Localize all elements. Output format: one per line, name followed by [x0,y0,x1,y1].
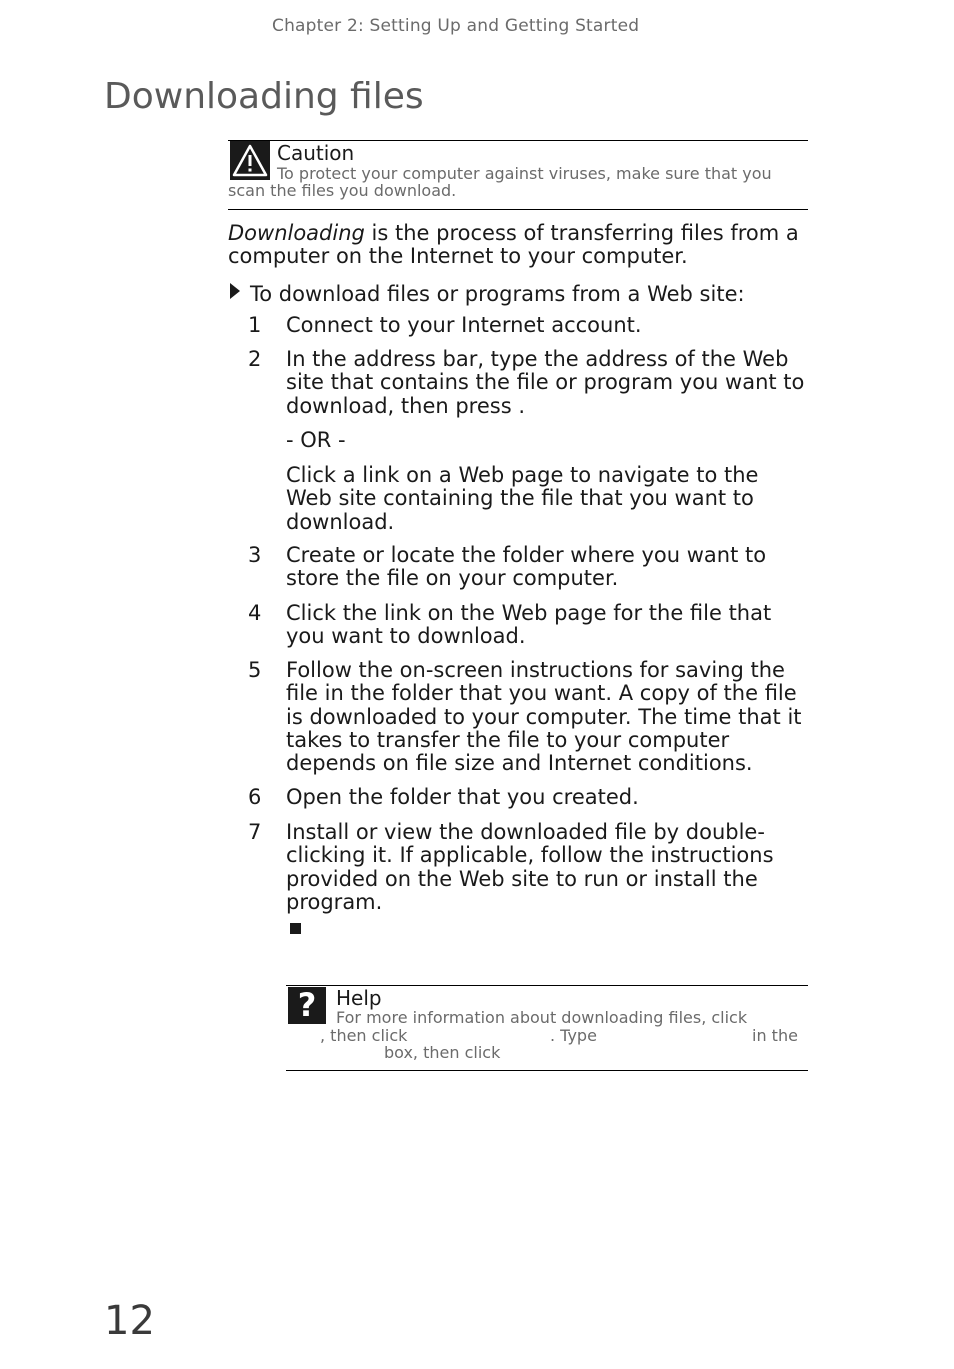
help-line-1: For more information about downloading files, click [336,1008,748,1027]
running-head: Chapter 2: Setting Up and Getting Started [272,16,640,36]
step-text: Create or locate the folder where you want to store the file on your computer. [286,543,767,591]
caution-text: To protect your computer against viruses, make sure that you scan the files you download. [228,164,772,200]
step-number: 7 [248,820,262,844]
help-line-3: box, then click [384,1043,501,1062]
intro-rest: is the process of transferring files from a computer on the Internet to your computer. [228,221,799,268]
task-heading-text: To download files or programs from a Web site: [250,282,745,306]
step-number: 4 [248,601,262,625]
page-title: Downloading files [104,76,424,117]
step-number: 5 [248,658,262,682]
caution-title: Caution [277,141,355,165]
question-mark-icon: ? [288,987,326,1024]
step-text: Follow the on-screen instructions for saving the file in the folder that you want. A copy of the file is downloaded to your computer. The time that it takes to transfer the file to your computer depends on file size and Internet conditions. [286,658,802,776]
step-text: In the address bar, type the address of the Web site that contains the file or program you want to download, then press . [286,347,805,418]
help-title: Help [336,986,382,1010]
triangle-right-icon [230,283,240,299]
step-number: 6 [248,785,262,809]
help-line-2b: . Type [550,1026,597,1045]
step-text: Connect to your Internet account. [286,313,642,337]
intro-paragraph [228,222,810,268]
step-text: Click the link on the Web page for the file that you want to download. [286,601,772,649]
step-number: 3 [248,543,262,567]
step-alternative: Click a link on a Web page to navigate to the Web site containing the file that you want to download. [286,463,759,534]
caution-box [228,140,808,210]
task-heading [230,282,810,306]
step-text: Install or view the downloaded file by double-clicking it. If applicable, follow the instructions provided on the Web site to run or install the program. [286,820,774,914]
help-line-2a: , then click [320,1026,408,1045]
help-box [286,985,808,1071]
or-separator: - OR - [286,428,346,452]
help-line-2c: in the [752,1026,798,1045]
step-text: Open the folder that you created. [286,785,639,809]
intro-term: Downloading [228,221,365,245]
step-number: 2 [248,347,262,371]
page-number: 12 [104,1298,155,1344]
step-number: 1 [248,313,262,337]
end-of-task-square [290,923,301,934]
